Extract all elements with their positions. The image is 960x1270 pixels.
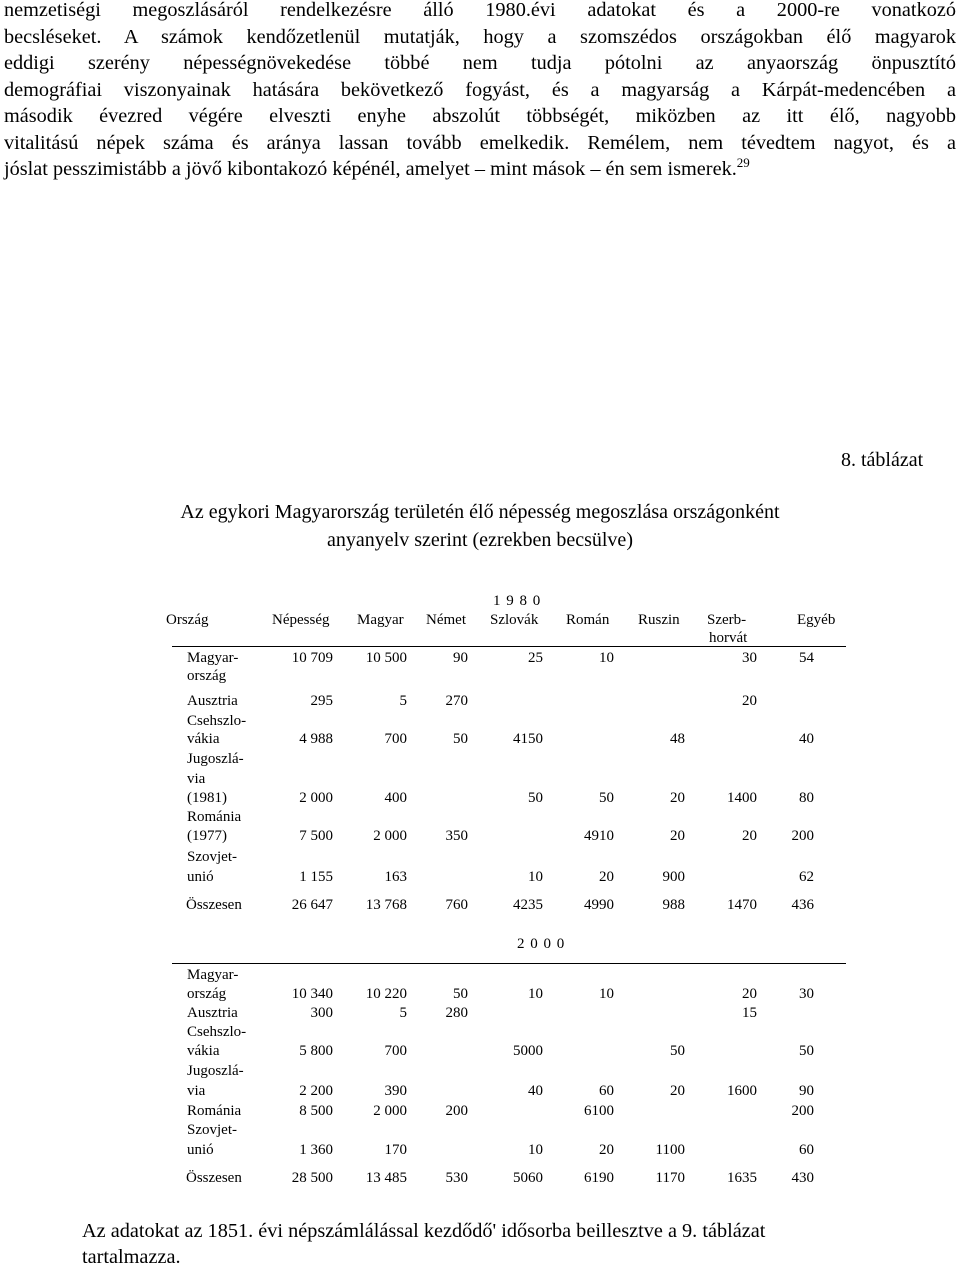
total-hungarian: 13 485 xyxy=(365,1170,407,1186)
cell-romanian: 60 xyxy=(599,1083,614,1099)
cell-romanian: 10 xyxy=(599,986,614,1002)
col-header-romanian: Román xyxy=(566,612,610,628)
total-hungarian: 13 768 xyxy=(365,897,407,913)
cell-ruthenian: 1100 xyxy=(655,1142,685,1158)
row-label: Románia xyxy=(187,809,242,825)
cell-hungarian: 170 xyxy=(384,1142,407,1158)
cell-population: 1 155 xyxy=(299,869,333,885)
cell-hungarian: 5 xyxy=(399,693,407,709)
cell-ruthenian: 50 xyxy=(670,1043,685,1059)
cell-german: 50 xyxy=(453,986,468,1002)
cell-hungarian: 10 500 xyxy=(365,650,407,666)
cell-serbcroat: 20 xyxy=(742,986,757,1002)
cell-slovak: 4150 xyxy=(513,731,543,747)
cell-other: 30 xyxy=(799,986,814,1002)
total-ruthenian: 1170 xyxy=(655,1170,685,1186)
cell-hungarian: 2 000 xyxy=(373,828,407,844)
cell-hungarian: 163 xyxy=(384,869,407,885)
total-ruthenian: 988 xyxy=(662,897,685,913)
section-rule xyxy=(172,963,846,964)
row-label: via xyxy=(187,1083,206,1099)
cell-other: 80 xyxy=(799,790,814,806)
total-slovak: 4235 xyxy=(513,897,543,913)
cell-population: 2 200 xyxy=(299,1083,333,1099)
row-label: Ausztria xyxy=(187,1005,238,1021)
footer-line: Az adatokat az 1851. évi népszámlálással kezdődő' idősorba beillesztve a 9. táblázat xyxy=(82,1220,766,1242)
cell-other: 54 xyxy=(799,650,814,666)
cell-population: 295 xyxy=(310,693,333,709)
total-serbcroat: 1635 xyxy=(727,1170,757,1186)
cell-serbcroat: 30 xyxy=(742,650,757,666)
cell-population: 300 xyxy=(310,1005,333,1021)
cell-german: 50 xyxy=(453,731,468,747)
footer-note xyxy=(82,1218,912,1270)
cell-german: 90 xyxy=(453,650,468,666)
row-label: Csehszlo- xyxy=(187,1024,247,1040)
col-header-hungarian: Magyar xyxy=(357,612,404,628)
intro-line: demográfiai viszonyainak hatására bekövetkező fogyást, és a magyarság a Kárpát-medencében a xyxy=(4,78,956,101)
total-serbcroat: 1470 xyxy=(727,897,757,913)
footnote-marker: 29 xyxy=(736,155,750,171)
row-label: Csehszlo- xyxy=(187,713,247,729)
cell-population: 8 500 xyxy=(299,1103,333,1119)
cell-hungarian: 700 xyxy=(384,731,407,747)
cell-romanian: 6100 xyxy=(584,1103,614,1119)
row-label: Jugoszlá- xyxy=(187,751,244,767)
col-header-ruthenian: Ruszin xyxy=(638,612,680,628)
cell-ruthenian: 48 xyxy=(670,731,685,747)
total-german: 760 xyxy=(445,897,468,913)
intro-paragraph xyxy=(4,0,956,183)
cell-slovak: 50 xyxy=(528,790,543,806)
cell-ruthenian: 20 xyxy=(670,828,685,844)
row-label: Szovjet- xyxy=(187,1122,237,1138)
col-header-serbcroat: horvát xyxy=(709,630,748,646)
total-label: Összesen xyxy=(186,897,242,913)
cell-hungarian: 390 xyxy=(384,1083,407,1099)
row-label: Szovjet- xyxy=(187,849,237,865)
cell-romanian: 50 xyxy=(599,790,614,806)
row-label: Ausztria xyxy=(187,693,238,709)
row-label: (1977) xyxy=(187,828,227,844)
cell-population: 5 800 xyxy=(299,1043,333,1059)
row-label: vákia xyxy=(187,1043,220,1059)
cell-german: 270 xyxy=(445,693,468,709)
cell-serbcroat: 15 xyxy=(742,1005,757,1021)
table-number: 8. táblázat xyxy=(841,449,924,471)
cell-other: 60 xyxy=(799,1142,814,1158)
total-german: 530 xyxy=(445,1170,468,1186)
row-label: ország xyxy=(187,986,227,1002)
cell-slovak: 25 xyxy=(528,650,543,666)
cell-ruthenian: 900 xyxy=(662,869,685,885)
cell-hungarian: 5 xyxy=(399,1005,407,1021)
cell-romanian: 4910 xyxy=(584,828,614,844)
total-slovak: 5060 xyxy=(513,1170,543,1186)
total-romanian: 4990 xyxy=(584,897,614,913)
cell-slovak: 5000 xyxy=(513,1043,543,1059)
cell-ruthenian: 20 xyxy=(670,1083,685,1099)
cell-population: 1 360 xyxy=(299,1142,333,1158)
row-label: via xyxy=(187,771,206,787)
row-label: unió xyxy=(187,869,214,885)
total-romanian: 6190 xyxy=(584,1170,614,1186)
intro-line: vitalitású népek száma és aránya lassan tovább emelkedik. Remélem, nem tévedtem nagyot, és a xyxy=(4,131,956,154)
cell-hungarian: 400 xyxy=(384,790,407,806)
intro-line-last xyxy=(4,156,956,183)
cell-other: 62 xyxy=(799,869,814,885)
cell-serbcroat: 1600 xyxy=(727,1083,757,1099)
row-label: vákia xyxy=(187,731,220,747)
cell-other: 200 xyxy=(791,828,814,844)
total-other: 436 xyxy=(791,897,814,913)
cell-slovak: 40 xyxy=(528,1083,543,1099)
table-title xyxy=(0,498,960,554)
footer-line: tartalmazza. xyxy=(82,1246,181,1268)
row-label: unió xyxy=(187,1142,214,1158)
cell-ruthenian: 20 xyxy=(670,790,685,806)
cell-population: 7 500 xyxy=(299,828,333,844)
cell-german: 280 xyxy=(445,1005,468,1021)
cell-other: 40 xyxy=(799,731,814,747)
cell-german: 200 xyxy=(445,1103,468,1119)
cell-serbcroat: 20 xyxy=(742,693,757,709)
cell-slovak: 10 xyxy=(528,869,543,885)
intro-line: nemzetiségi megoszlásáról rendelkezésre álló 1980.évi adatokat és a 2000-re vonatkozó xyxy=(4,0,956,21)
cell-hungarian: 700 xyxy=(384,1043,407,1059)
cell-other: 50 xyxy=(799,1043,814,1059)
cell-romanian: 20 xyxy=(599,1142,614,1158)
cell-serbcroat: 20 xyxy=(742,828,757,844)
total-population: 26 647 xyxy=(291,897,333,913)
cell-serbcroat: 1400 xyxy=(727,790,757,806)
total-label: Összesen xyxy=(186,1170,242,1186)
cell-slovak: 10 xyxy=(528,986,543,1002)
col-header-german: Német xyxy=(426,612,466,628)
col-header-other: Egyéb xyxy=(797,612,836,628)
cell-population: 4 988 xyxy=(299,731,333,747)
col-header-slovak: Szlovák xyxy=(490,612,539,628)
cell-romanian: 20 xyxy=(599,869,614,885)
col-header-country: Ország xyxy=(166,612,209,628)
year-1980-label: 1 9 8 0 xyxy=(493,593,542,609)
table-title-line: anyanyelv szerint (ezrekben becsülve) xyxy=(327,529,633,551)
cell-other: 90 xyxy=(799,1083,814,1099)
cell-romanian: 10 xyxy=(599,650,614,666)
row-label: (1981) xyxy=(187,790,227,806)
intro-line: jóslat pesszimistább a jövő kibontakozó képénél, amelyet – mint mások – én sem ismerek. xyxy=(4,158,737,180)
cell-slovak: 10 xyxy=(528,1142,543,1158)
row-label: Magyar- xyxy=(187,967,239,983)
row-label: Jugoszlá- xyxy=(187,1063,244,1079)
cell-hungarian: 10 220 xyxy=(365,986,407,1002)
col-header-population: Népesség xyxy=(272,612,330,628)
total-other: 430 xyxy=(791,1170,814,1186)
cell-population: 10 340 xyxy=(291,986,333,1002)
cell-population: 10 709 xyxy=(291,650,333,666)
row-label: Magyar- xyxy=(187,650,239,666)
intro-line: második évezred végére elveszti enyhe abszolút többségét, miközben az itt élő, nagyobb xyxy=(4,105,956,127)
intro-line: eddigi szerény népességnövekedése többé nem tudja pótolni az anyaország önpusztító xyxy=(4,52,956,74)
intro-line: becsléseket. A számok kendőzetlenül mutatják, hogy a szomszédos országokban élő magyarok xyxy=(4,25,956,48)
row-label: Románia xyxy=(187,1103,242,1119)
col-header-serbcroat: Szerb- xyxy=(707,612,747,628)
cell-german: 350 xyxy=(445,828,468,844)
row-label: ország xyxy=(187,668,227,684)
header-rule xyxy=(172,646,846,647)
table-title-line: Az egykori Magyarország területén élő népesség megoszlása országonként xyxy=(180,501,780,523)
year-2000-label: 2 0 0 0 xyxy=(517,936,566,952)
total-population: 28 500 xyxy=(291,1170,333,1186)
cell-hungarian: 2 000 xyxy=(373,1103,407,1119)
cell-other: 200 xyxy=(791,1103,814,1119)
cell-population: 2 000 xyxy=(299,790,333,806)
